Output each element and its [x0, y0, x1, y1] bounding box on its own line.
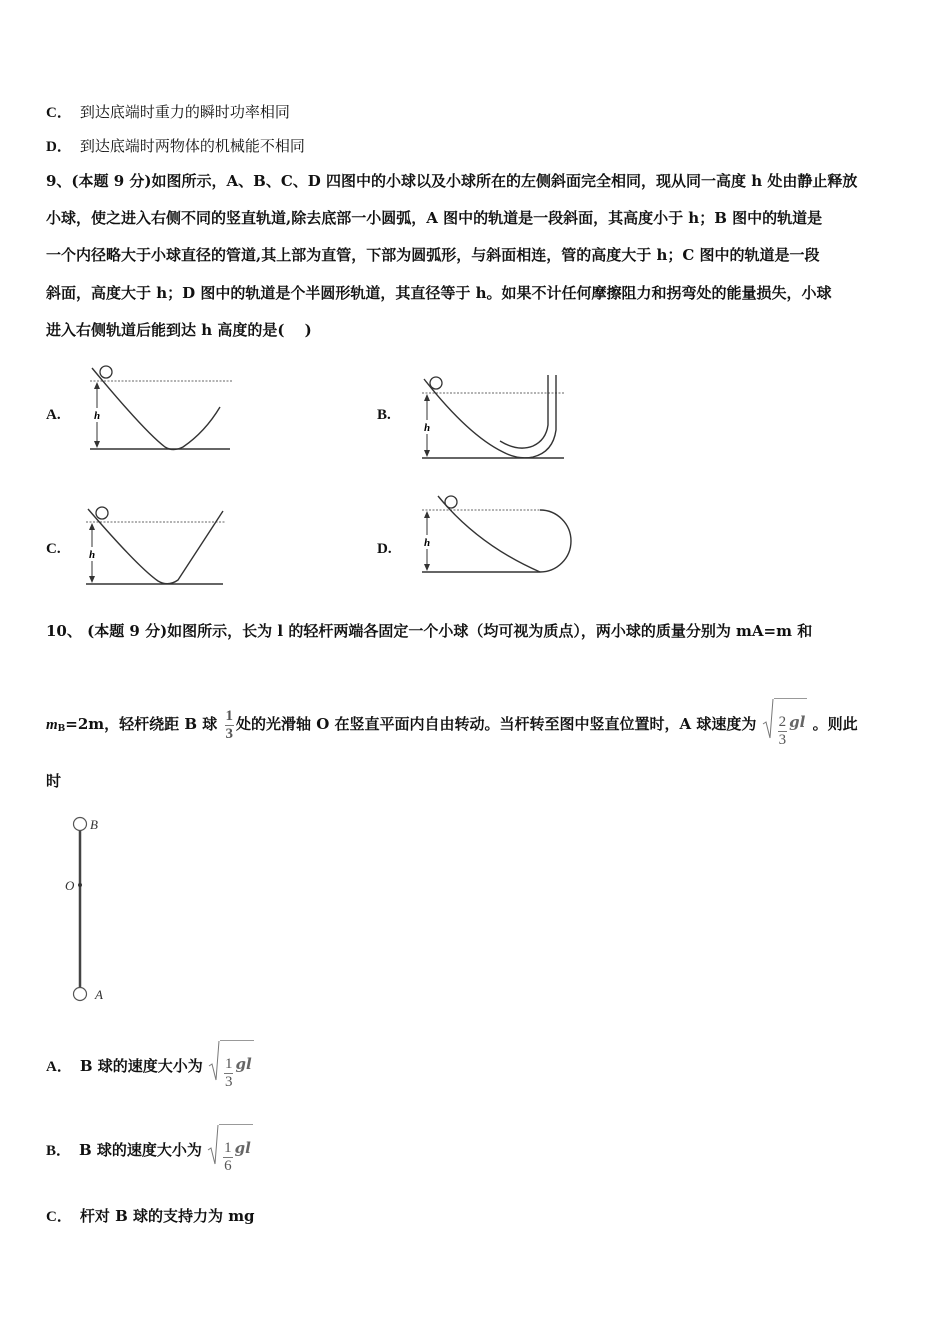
height-label-h: h — [88, 549, 96, 561]
q9-text-line-3: 一个内径略大于小球直径的管道,其上部为直管，下部为圆弧形，与斜面相连，管的高度大于 h；C 图中的轨道是一段 — [46, 246, 820, 264]
q10-option-c: C． 杆对 B 球的支持力为 mg — [46, 1207, 255, 1225]
q9-option-b-label: B. — [377, 407, 391, 423]
q10-rod-figure — [62, 812, 122, 1007]
q9-option-c-label: C. — [46, 541, 61, 557]
q10-text-line-1: 10、 (本题 9 分)如图所示，长为 l 的轻杆两端各固定一个小球（均可视为质点），两小球的质量分别为 mA=m 和 — [46, 622, 813, 640]
q9-figure-b — [418, 370, 568, 462]
q9-option-d-label: D. — [377, 541, 392, 557]
q8-option-c: C． 到达底端时重力的瞬时功率相同 — [46, 103, 290, 121]
q9-figure-a — [85, 362, 235, 454]
q10-text-line-3: 时 — [46, 772, 62, 790]
height-label-h: h — [423, 422, 431, 434]
q9-text-line-2: 小球，使之进入右侧不同的竖直轨道,除去底部一小圆弧，A 图中的轨道是一段斜面，其高度小于 h；B 图中的轨道是 — [46, 209, 823, 227]
q9-text-line-1: 9、(本题 9 分)如图所示，A、B、C、D 四图中的小球以及小球所在的左侧斜面完全相同，现从同一高度 h 处由静止释放 — [46, 172, 858, 190]
sqrt-one-third-gl: $\frac{1}{3}$ gl — [208, 1040, 254, 1094]
sqrt-one-sixth-gl: $\frac{1}{6}$ gl — [207, 1124, 253, 1178]
q9-text-line-5: 进入右侧轨道后能到达 h 高度的是( ) — [46, 321, 312, 339]
q10-option-b: B． B 球的速度大小为 $\frac{1}{6}$ gl — [46, 1124, 253, 1168]
q9-figure-c — [83, 497, 233, 589]
q9-text-line-4: 斜面，高度大于 h；D 图中的轨道是个半圆形轨道，其直径等于 h。如果不计任何摩擦阻力和拐弯处的能量损失，小球 — [46, 284, 832, 302]
height-label-h: h — [93, 410, 101, 422]
pivot-o-label: O — [65, 878, 75, 893]
height-label-h: h — [423, 537, 431, 549]
q9-figure-d — [418, 490, 583, 582]
q10-option-a: A． B 球的速度大小为 $\frac{1}{3}$ gl — [46, 1040, 254, 1084]
q9-option-a-label: A. — [46, 407, 61, 423]
q8-option-d: D． 到达底端时两物体的机械能不相同 — [46, 137, 305, 155]
q10-text-line-2: $m_B=2m$，轻杆绕距 B 球 $\frac{1}{3}$ 处的光滑轴 O 在竖直平面内自由转动。当杆转至图中竖直位置时，A 球速度为 $\frac{2}{3}$ gl 。则此 — [46, 698, 858, 742]
fraction-one-third: $\frac{1}{3}$ — [225, 707, 234, 742]
ball-b-label: B — [90, 817, 98, 832]
ball-a-label: A — [95, 987, 103, 1002]
sqrt-two-thirds-gl: $\frac{2}{3}$ gl — [762, 698, 808, 752]
